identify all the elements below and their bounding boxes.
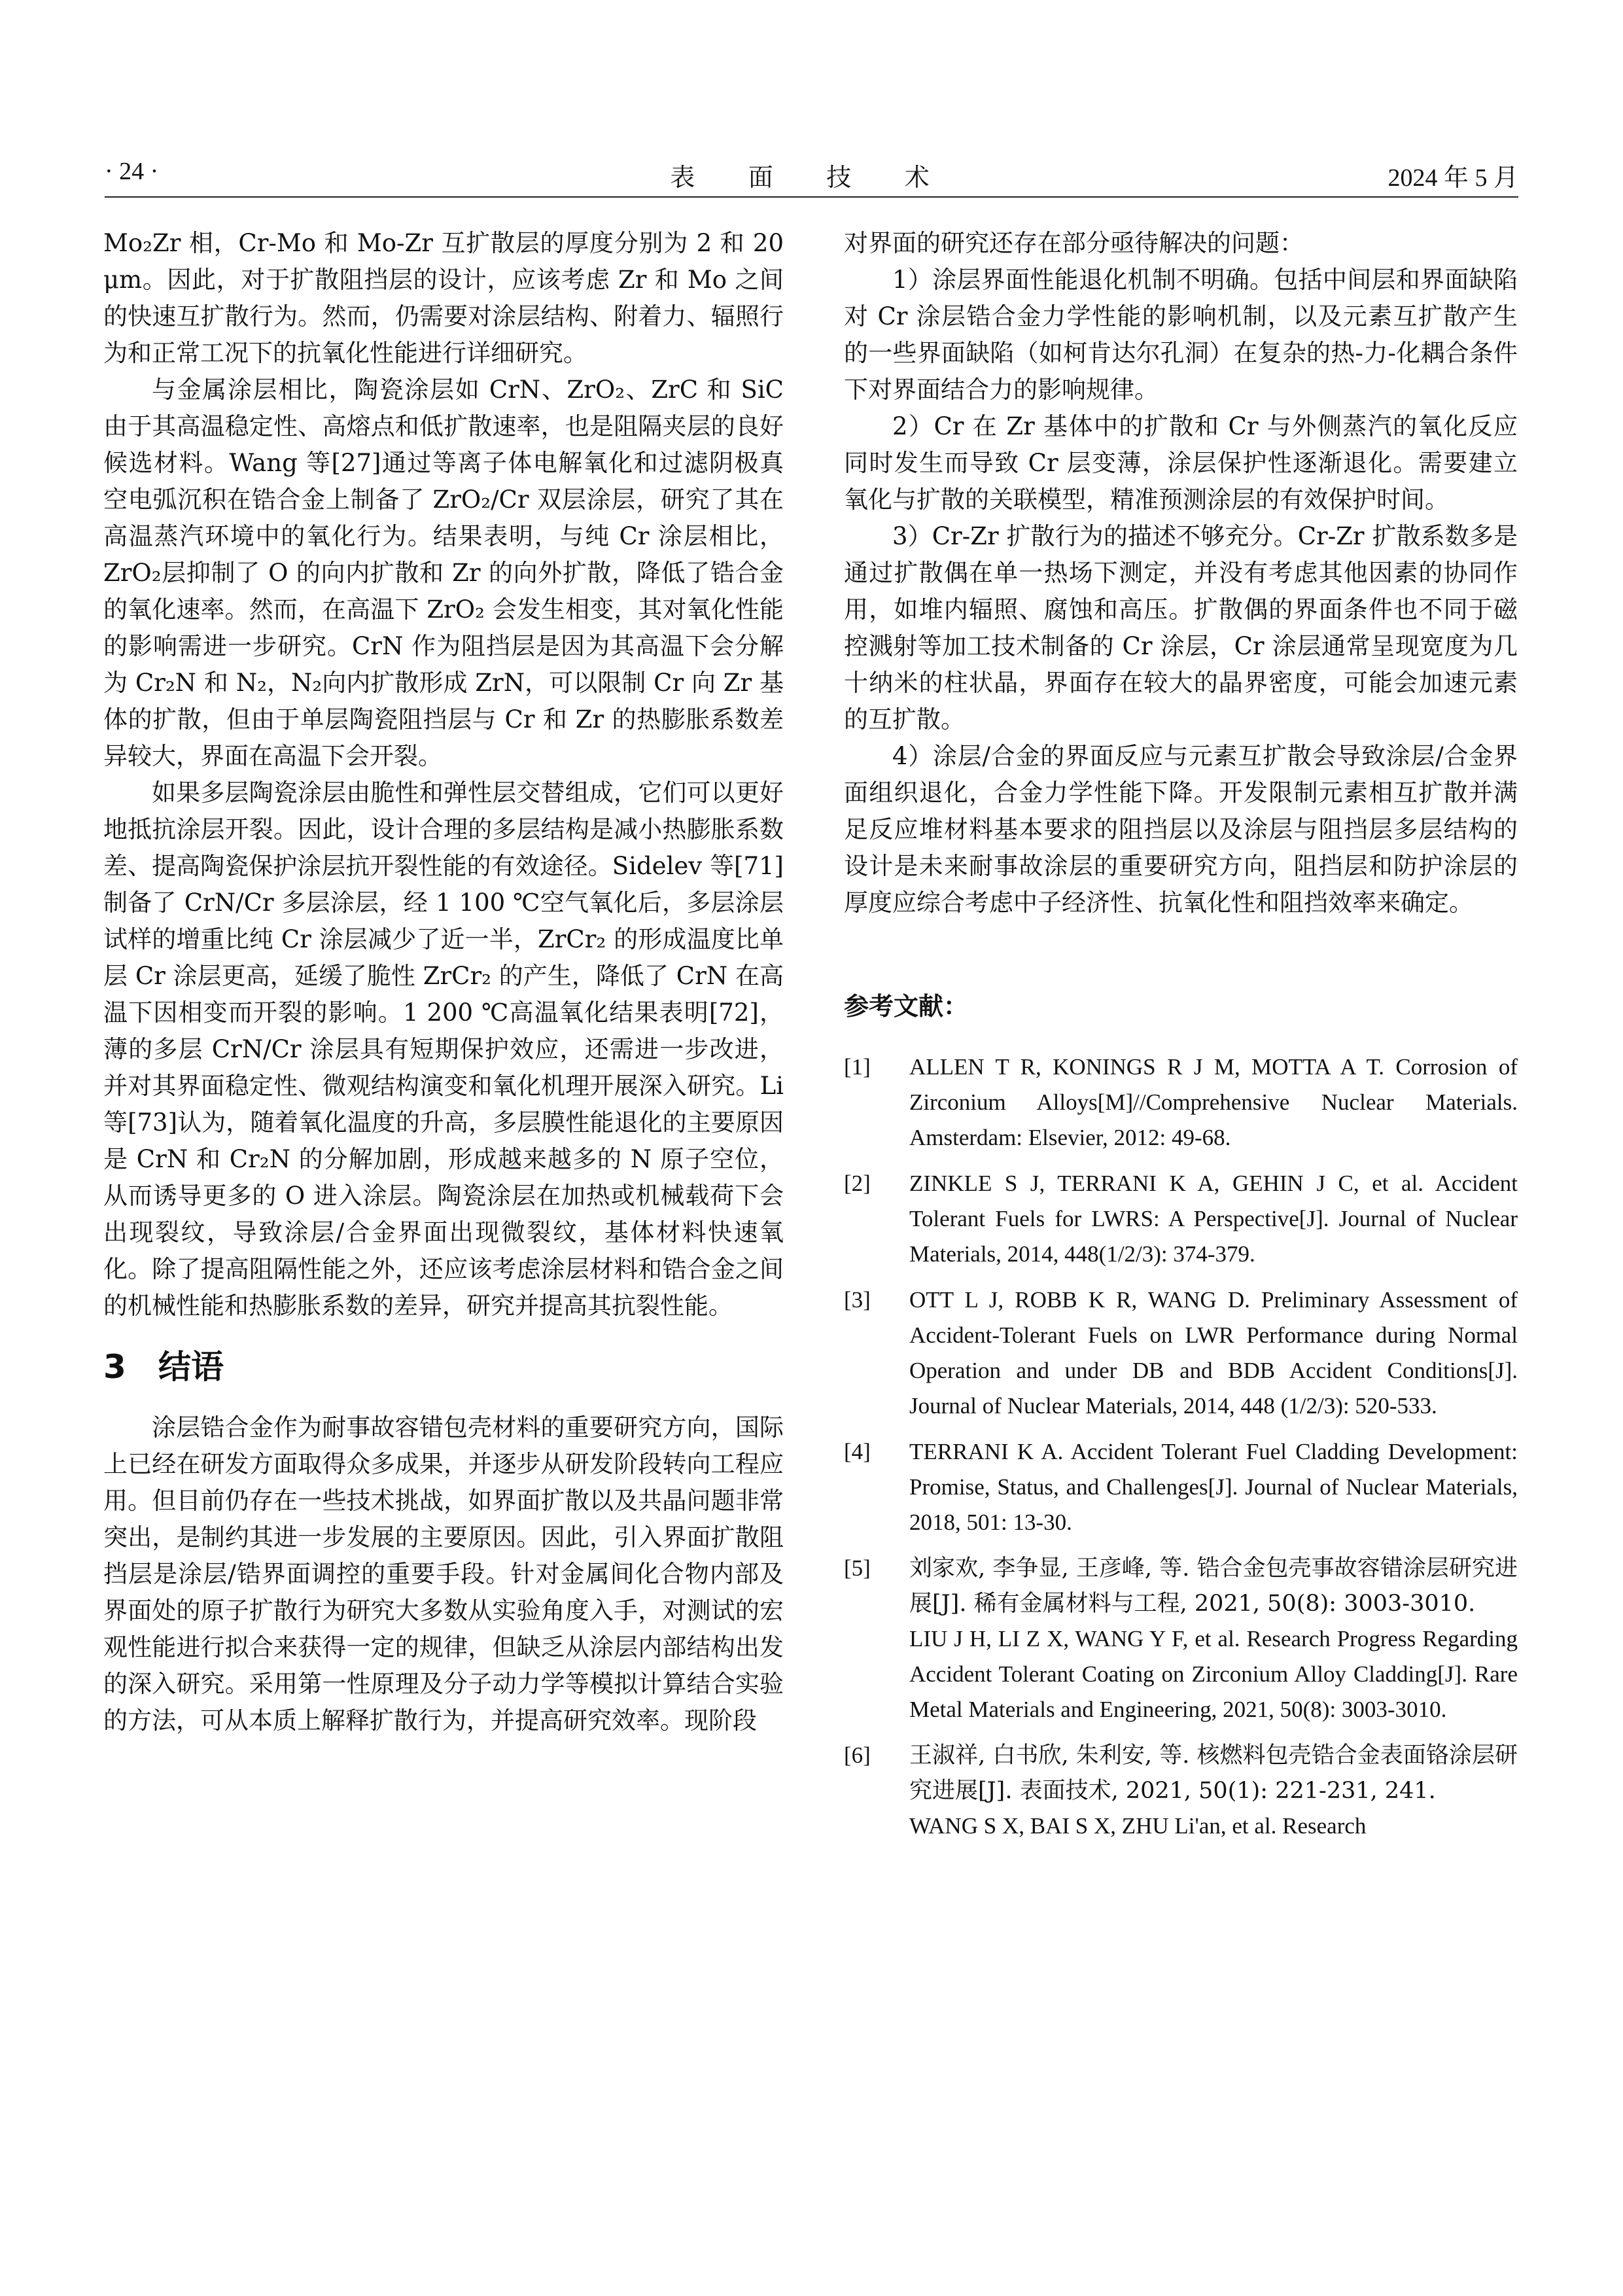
reference-number: [1] (844, 1054, 871, 1080)
reference-item (844, 1050, 1518, 1156)
reference-text-group (909, 1738, 1518, 1844)
reference-item (844, 1551, 1518, 1727)
paragraph: 与金属涂层相比，陶瓷涂层如 CrN、ZrO₂、ZrC 和 SiC 由于其高温稳定性、高熔点和低扩散速率，也是阻隔夹层的良好候选材料。Wang 等[27]通过等离子体电解氧化和过滤阴极真空电弧沉积在锆合金上制备了 ZrO₂/Cr 双层涂层，研究了其在高温蒸汽环境中的氧化行为。结果表明，与纯 Cr 涂层相比，ZrO₂层抑制了 O 的向内扩散和 Zr 的向外扩散，降低了锆合金的氧化速率。然而，在高温下 ZrO₂ 会发生相变，其对氧化性能的影响需进一步研究。CrN 作为阻挡层是因为其高温下会分解为 Cr₂N 和 N₂，N₂向内扩散形成 ZrN，可以限制 Cr 向 Zr 基体的扩散，但由于单层陶瓷阻挡层与 Cr 和 Zr 的热膨胀系数差异较大，界面在高温下会开裂。 (103, 376, 784, 770)
reference-item (844, 1166, 1518, 1272)
section-title: 结语 (158, 1348, 224, 1386)
references-heading: 参考文献： (844, 992, 969, 1021)
reference-text: TERRANI K A. Accident Tolerant Fuel Cladding Development: Promise, Status, and Challenges[J]. Journal of Nuclear Materials, 2018, 501: 13-30. (909, 1439, 1518, 1535)
page-number: · 24 · (105, 158, 159, 185)
paragraph: 1）涂层界面性能退化机制不明确。包括中间层和界面缺陷对 Cr 涂层锆合金力学性能的影响机制，以及元素互扩散产生的一些界面缺陷（如柯肯达尔孔洞）在复杂的热-力-化耦合条件下对界面结合力的影响规律。 (844, 266, 1518, 404)
reference-item (844, 1738, 1518, 1844)
reference-number: [2] (844, 1171, 871, 1196)
reference-item (844, 1282, 1518, 1424)
paragraph: 3）Cr-Zr 扩散行为的描述不够充分。Cr-Zr 扩散系数多是通过扩散偶在单一热场下测定，并没有考虑其他因素的协同作用，如堆内辐照、腐蚀和高压。扩散偶的界面条件也不同于磁控溅射等加工技术制备的 Cr 涂层，Cr 涂层通常呈现宽度为几十纳米的柱状晶，界面存在较大的晶界密度，可能会加速元素的互扩散。 (844, 522, 1518, 733)
right-column (844, 225, 1518, 1854)
section-heading (103, 1324, 784, 1409)
paragraph: 2）Cr 在 Zr 基体中的扩散和 Cr 与外侧蒸汽的氧化反应同时发生而导致 Cr 层变薄，涂层保护性逐渐退化。需要建立氧化与扩散的关联模型，精准预测涂层的有效保护时间。 (844, 412, 1518, 514)
reference-text-cn: 刘家欢, 李争显, 王彦峰, 等. 锆合金包壳事故容错涂层研究进展[J]. 稀有金属材料与工程, 2021, 50(8): 3003-3010. (909, 1555, 1518, 1617)
paragraph: 对界面的研究还存在部分亟待解决的问题： (844, 229, 1304, 257)
section-number: 3 (103, 1348, 126, 1386)
reference-number: [5] (844, 1555, 871, 1581)
reference-text-en: LIU J H, LI Z X, WANG Y F, et al. Research Progress Regarding Accident Tolerant Coating on Zirconium Alloy Cladding[J]. Rare Metal Materials and Engineering, 2021, 50(8): 3003-3010. (909, 1626, 1518, 1722)
reference-text: OTT L J, ROBB K R, WANG D. Preliminary Assessment of Accident-Tolerant Fuels on LWR Performance during Normal Operation and under DB and BDB Accident Conditions[J]. Journal of Nuclear Materials, 2014, 448 (1/2/3): 520-533. (909, 1287, 1518, 1419)
paragraph: 4）涂层/合金的界面反应与元素互扩散会导致涂层/合金界面组织退化，合金力学性能下降。开发限制元素相互扩散并满足反应堆材料基本要求的阻挡层以及涂层与阻挡层多层结构的设计是未来耐事故涂层的重要研究方向，阻挡层和防护涂层的厚度应综合考虑中子经济性、抗氧化性和阻挡效率来确定。 (844, 742, 1518, 917)
page-header (105, 149, 1518, 192)
reference-text: ALLEN T R, KONINGS R J M, MOTTA A T. Corrosion of Zirconium Alloys[M]//Comprehensive Nuclear Materials. Amsterdam: Elsevier, 2012: 49-68. (909, 1054, 1518, 1150)
paragraph: 涂层锆合金作为耐事故容错包壳材料的重要研究方向，国际上已经在研发方面取得众多成果，并逐步从研发阶段转向工程应用。但目前仍存在一些技术挑战，如界面扩散以及共晶问题非常突出，是制约其进一步发展的主要原因。因此，引入界面扩散阻挡层是涂层/锆界面调控的重要手段。针对金属间化合物内部及界面处的原子扩散行为研究大多数从实验角度入手，对测试的宏观性能进行拟合来获得一定的规律，但缺乏从涂层内部结构出发的深入研究。采用第一性原理及分子动力学等模拟计算结合实验的方法，可从本质上解释扩散行为，并提高研究效率。现阶段 (103, 1413, 784, 1735)
paragraph: 如果多层陶瓷涂层由脆性和弹性层交替组成，它们可以更好地抵抗涂层开裂。因此，设计合理的多层结构是减小热膨胀系数差、提高陶瓷保护涂层抗开裂性能的有效途径。Sidelev 等[71]制备了 CrN/Cr 多层涂层，经 1 100 ℃空气氧化后，多层涂层试样的增重比纯 Cr 涂层减少了近一半，ZrCr₂ 的形成温度比单层 Cr 涂层更高，延缓了脆性 ZrCr₂ 的产生，降低了 CrN 在高温下因相变而开裂的影响。1 200 ℃高温氧化结果表明[72]，薄的多层 CrN/Cr 涂层具有短期保护效应，还需进一步改进，并对其界面稳定性、微观结构演变和氧化机理开展深入研究。Li 等[73]认为，随着氧化温度的升高，多层膜性能退化的主要原因是 CrN 和 Cr₂N 的分解加剧，形成越来越多的 N 原子空位，从而诱导更多的 O 进入涂层。陶瓷涂层在加热或机械载荷下会出现裂纹，导致涂层/合金界面出现微裂纹，基体材料快速氧化。除了提高阻隔性能之外，还应该考虑涂层材料和锆合金之间的机械性能和热膨胀系数的差异，研究并提高其抗裂性能。 (103, 779, 784, 1320)
reference-text: ZINKLE S J, TERRANI K A, GEHIN J C, et al. Accident Tolerant Fuels for LWRS: A Perspective[J]. Journal of Nuclear Materials, 2014, 448(1/2/3): 374-379. (909, 1171, 1518, 1267)
header-rule (105, 196, 1518, 198)
reference-text-en: WANG S X, BAI S X, ZHU Li'an, et al. Research (909, 1813, 1367, 1839)
reference-text-group (909, 1551, 1518, 1727)
left-column (103, 225, 784, 1739)
reference-item (844, 1434, 1518, 1540)
issue-date: 2024 年 5 月 (1387, 164, 1518, 192)
reference-text-cn: 王淑祥, 白书欣, 朱利安, 等. 核燃料包壳锆合金表面铬涂层研究进展[J]. 表面技术, 2021, 50(1): 221-231, 241. (909, 1742, 1518, 1804)
reference-list (844, 1050, 1518, 1844)
reference-number: [4] (844, 1439, 871, 1464)
reference-number: [6] (844, 1742, 871, 1768)
reference-number: [3] (844, 1287, 871, 1313)
journal-name: 表 面 技 术 (670, 164, 953, 192)
paragraph: Mo₂Zr 相，Cr-Mo 和 Mo-Zr 互扩散层的厚度分别为 2 和 20 μm。因此，对于扩散阻挡层的设计，应该考虑 Zr 和 Mo 之间的快速互扩散行为。然而，仍需要对涂层结构、附着力、辐照行为和正常工况下的抗氧化性能进行详细研究。 (103, 229, 784, 367)
